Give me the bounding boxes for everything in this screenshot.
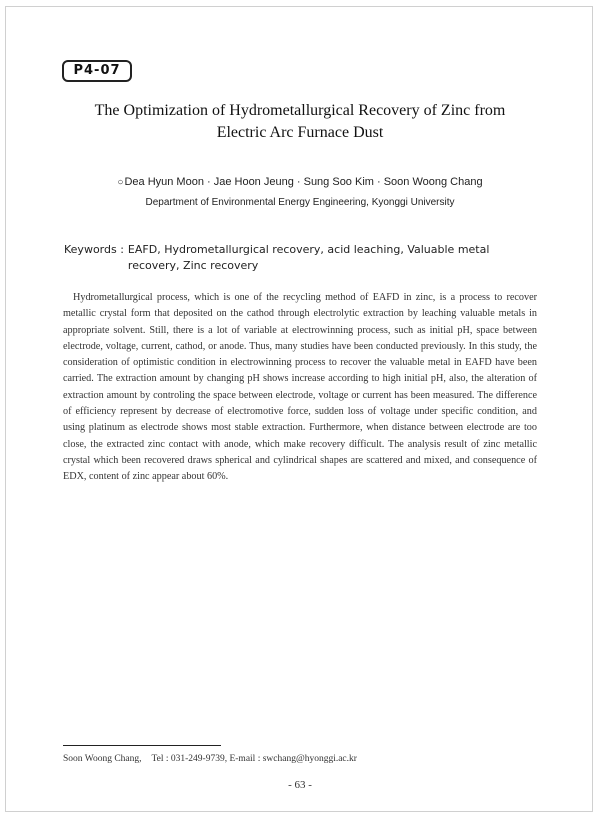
author-names: Dea Hyun Moon · Jae Hoon Jeung · Sung Soo Kim · Soon Woong Chang: [124, 176, 483, 188]
session-code-badge: P4-07: [62, 60, 132, 82]
page-number: - 63 -: [288, 779, 312, 791]
paper-title: [60, 100, 540, 144]
keywords-text: EAFD, Hydrometallurgical recovery, acid leaching, Valuable metal recovery, Zinc recovery: [127, 243, 490, 272]
paper-title-line-1: The Optimization of Hydrometallurgical Recovery of Zinc from: [94, 102, 506, 119]
keywords-label: Keywords :: [64, 243, 124, 256]
presenter-mark: ○: [117, 177, 124, 188]
paper-title-line-2: Electric Arc Furnace Dust: [216, 124, 384, 141]
affiliation: Department of Environmental Energy Engineering, Kyonggi University: [145, 197, 455, 208]
abstract-body: Hydrometallurgical process, which is one of the recycling method of EAFD in zinc, is a process to recover metallic crystal form that deposited on the cathod through electrolytic extraction by leaching valuable metals in appropriate solvent. Still, there is a lot of variable at electrowinning process, such as initial pH, space between electrode, voltage, current, cathod, or anode. Thus, many studies have been conducted previously. In this study, the consideration of optimistic condition in electrowinning process to recover the valuable metal in EAFD have been carried. The extraction amount by changing pH shows increase according to high initial pH, also, the alteration of extraction amount by controling the space between electrode, voltage or current has been measured. The difference of efficiency represent by decrease of electromotive force, sudden loss of voltage under specific condition, and using platinum as electrode shows most stable extraction. Furthermore, when distance between electrode are too close, the extracted zinc contact with anode, which make recovery difficult. The analysis result of zinc metallic crystal which been recovered draws spherical and cylindrical shapes are scattered and mixed, and consequence of EDX, content of zinc appear about 60%.: [63, 292, 537, 483]
keywords-block: [64, 242, 544, 274]
footnote-author: Soon Woong Chang,: [63, 754, 142, 764]
footnote-contact: Tel : 031-249-9739, E-mail : swchang@hyonggi.ac.kr: [151, 754, 357, 764]
footnote-divider: [63, 745, 221, 746]
author-list: [60, 174, 540, 191]
footnote: [63, 752, 537, 766]
